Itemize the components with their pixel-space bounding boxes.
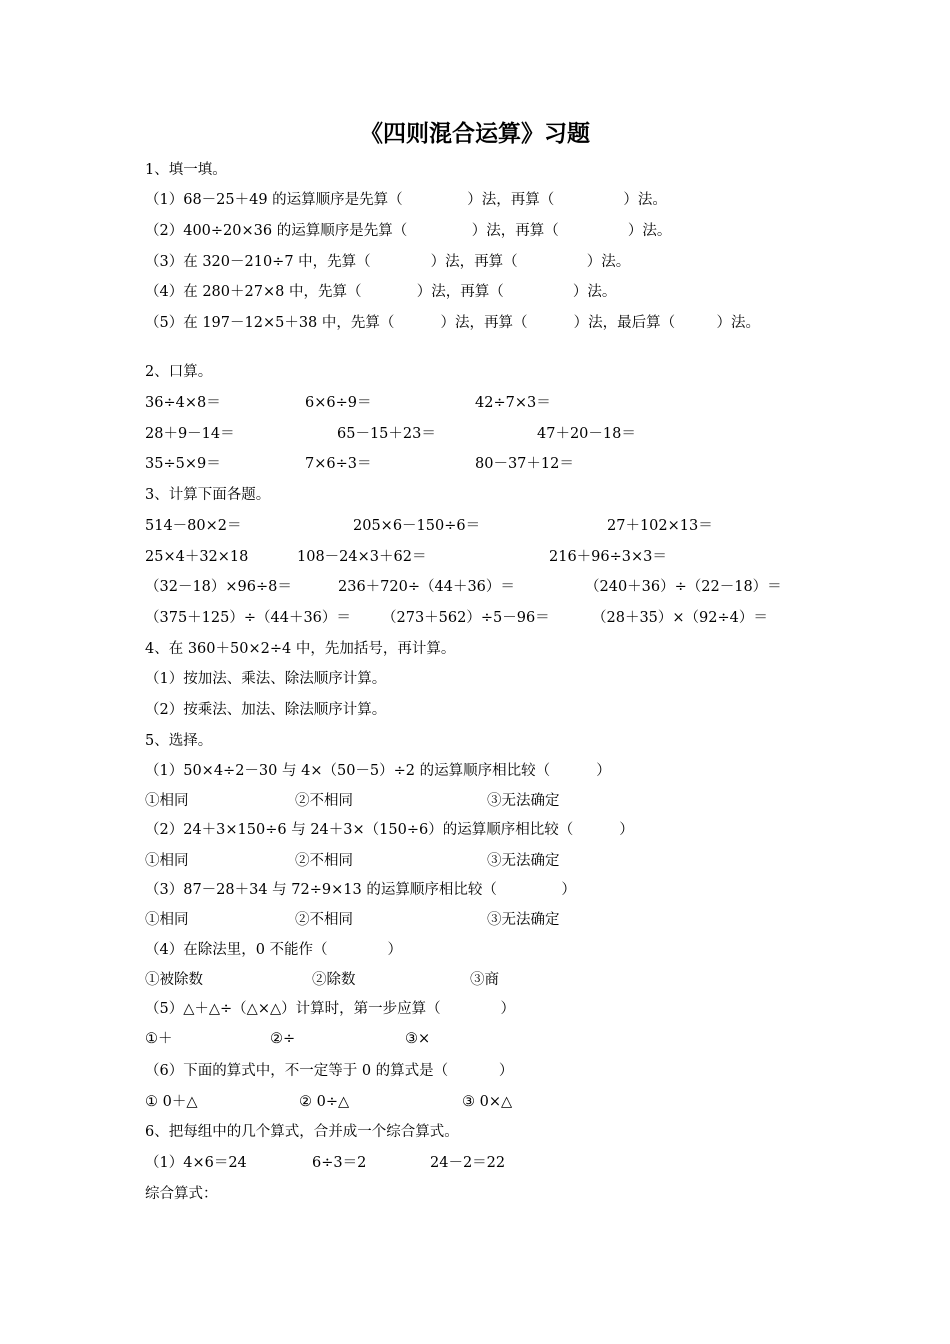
fill-item-5: （5）在 197－12×5＋38 中，先算（ ）法，再算（ ）法，最后算（ ）法。 (145, 315, 761, 331)
choice-option: ③无法确定 (487, 793, 560, 809)
equation: 6÷3＝2 (312, 1155, 367, 1171)
choice-option: ①相同 (145, 912, 189, 928)
combined-formula-label: 综合算式： (145, 1186, 218, 1202)
choice-question: （2）24＋3×150÷6 与 24＋3×（150÷6）的运算顺序相比较（ ） (145, 822, 634, 838)
choice-option: ②不相同 (295, 793, 353, 809)
choice-option: ①相同 (145, 793, 189, 809)
calc-problem: 216＋96÷3×3＝ (549, 549, 667, 565)
bracket-item-2: （2）按乘法、加法、除法顺序计算。 (145, 702, 387, 718)
calc-problem: （28＋35）×（92÷4）＝ (592, 610, 768, 626)
choice-question: （1）50×4÷2－30 与 4×（50－5）÷2 的运算顺序相比较（ ） (145, 763, 611, 779)
choice-question: （3）87－28＋34 与 72÷9×13 的运算顺序相比较（ ） (145, 882, 576, 898)
oral-calc: 6×6÷9＝ (305, 395, 372, 411)
section-6-heading: 6、把每组中的几个算式，合并成一个综合算式。 (145, 1124, 459, 1140)
calc-problem: 514－80×2＝ (145, 518, 242, 534)
oral-calc: 28＋9－14＝ (145, 426, 235, 442)
oral-calc: 7×6÷3＝ (305, 456, 372, 472)
choice-option: ③商 (470, 972, 499, 988)
choice-option: ③× (405, 1031, 431, 1047)
oral-calc: 80－37＋12＝ (475, 456, 574, 472)
fill-item-1: （1）68－25＋49 的运算顺序是先算（ ）法，再算（ ）法。 (145, 192, 667, 208)
choice-option: ②不相同 (295, 912, 353, 928)
choice-option: ③ 0×△ (462, 1094, 513, 1110)
choice-question: （5）△＋△÷（△×△）计算时，第一步应算（ ） (145, 1001, 516, 1017)
section-5-heading: 5、选择。 (145, 733, 213, 749)
calc-problem: 25×4＋32×18 (145, 549, 249, 565)
page-title: 《四则混合运算》习题 (360, 120, 590, 147)
calc-problem: （32－18）×96÷8＝ (145, 579, 292, 595)
choice-option: ①＋ (145, 1031, 173, 1047)
calc-problem: （273＋562）÷5－96＝ (382, 610, 550, 626)
choice-option: ③无法确定 (487, 912, 560, 928)
choice-option: ②÷ (270, 1031, 296, 1047)
oral-calc: 42÷7×3＝ (475, 395, 551, 411)
choice-question: （4）在除法里，0 不能作（ ） (145, 942, 402, 958)
fill-item-3: （3）在 320－210÷7 中，先算（ ）法，再算（ ）法。 (145, 254, 631, 270)
calc-problem: 108－24×3＋62＝ (297, 549, 427, 565)
choice-option: ② 0÷△ (299, 1094, 350, 1110)
calc-problem: 236＋720÷（44＋36）＝ (338, 579, 515, 595)
section-2-heading: 2、口算。 (145, 364, 213, 380)
choice-option: ②不相同 (295, 853, 353, 869)
oral-calc: 35÷5×9＝ (145, 456, 221, 472)
choice-option: ①被除数 (145, 972, 203, 988)
section-3-heading: 3、计算下面各题。 (145, 487, 271, 503)
choice-option: ①相同 (145, 853, 189, 869)
calc-problem: （375＋125）÷（44＋36）＝ (145, 610, 351, 626)
equation: （1）4×6＝24 (145, 1155, 247, 1171)
oral-calc: 36÷4×8＝ (145, 395, 221, 411)
equation: 24－2＝22 (430, 1155, 506, 1171)
choice-question: （6）下面的算式中，不一定等于 0 的算式是（ ） (145, 1063, 514, 1079)
bracket-item-1: （1）按加法、乘法、除法顺序计算。 (145, 671, 387, 687)
choice-option: ②除数 (312, 972, 356, 988)
calc-problem: 27＋102×13＝ (607, 518, 713, 534)
fill-item-2: （2）400÷20×36 的运算顺序是先算（ ）法，再算（ ）法。 (145, 223, 672, 239)
calc-problem: 205×6－150÷6＝ (353, 518, 481, 534)
calc-problem: （240＋36）÷（22－18）＝ (585, 579, 782, 595)
section-1-heading: 1、填一填。 (145, 162, 227, 178)
oral-calc: 65－15＋23＝ (337, 426, 436, 442)
choice-option: ③无法确定 (487, 853, 560, 869)
section-4-heading: 4、在 360＋50×2÷4 中，先加括号，再计算。 (145, 641, 456, 657)
fill-item-4: （4）在 280＋27×8 中，先算（ ）法，再算（ ）法。 (145, 284, 617, 300)
choice-option: ① 0＋△ (145, 1094, 198, 1110)
oral-calc: 47＋20－18＝ (537, 426, 636, 442)
